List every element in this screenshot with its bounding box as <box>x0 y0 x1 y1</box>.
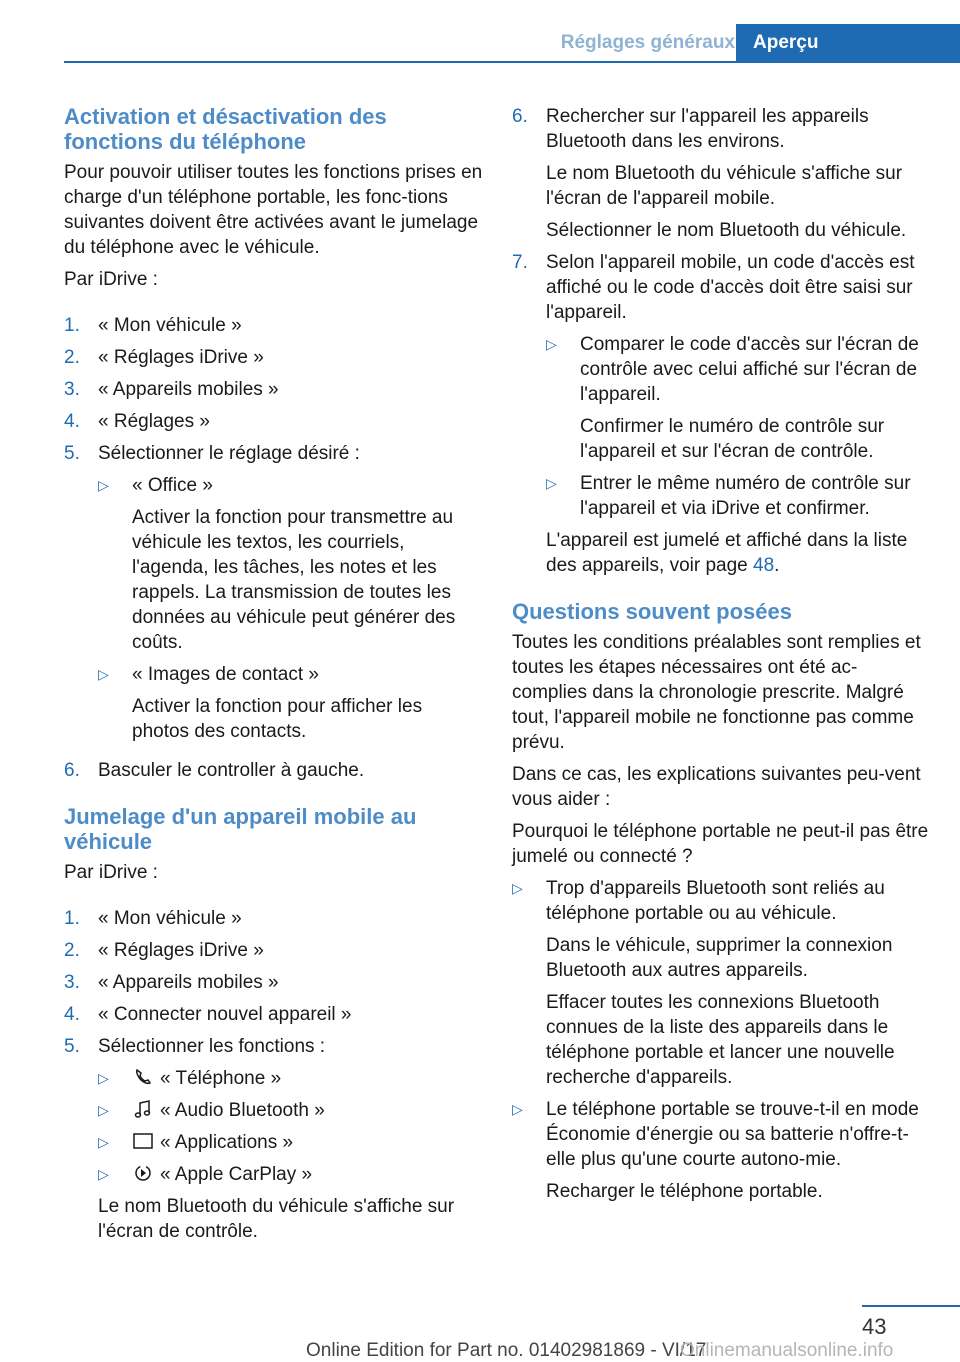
faq-answer: Effacer toutes les connexions Bluetooth connues de la liste des appareils dans le téléphone portable et lancer une nouvelle recherche d'appareils. <box>546 992 895 1088</box>
sub-item-title: Comparer le code d'accès sur l'écran de contrôle avec celui affiché sur l'écran de l'appareil. <box>580 334 919 405</box>
phone-icon <box>132 1067 154 1087</box>
paragraph: Le nom Bluetooth du véhicule s'affiche sur l'écran de contrôle. <box>98 1196 455 1242</box>
carplay-icon <box>132 1163 154 1183</box>
list-text: Sélectionner le nom Bluetooth du véhicule. <box>546 220 907 241</box>
sub-item <box>546 471 932 521</box>
page-header <box>0 0 960 62</box>
sub-item <box>98 1130 484 1155</box>
list-number: 5. <box>64 443 80 464</box>
sub-item-title: « Office » <box>132 475 213 496</box>
list-item <box>64 906 484 931</box>
list-item <box>64 345 484 370</box>
list-text: Sélectionner le réglage désiré : <box>98 443 360 464</box>
list-number: 2. <box>64 940 80 961</box>
faq-item <box>512 876 932 1090</box>
list-number: 1. <box>64 908 80 929</box>
list-item <box>64 970 484 995</box>
list-number: 4. <box>64 1004 80 1025</box>
list-text: « Mon véhicule » <box>98 315 242 336</box>
paragraph: Pourquoi le téléphone portable ne peut-il pas être jumelé ou connecté ? <box>512 821 929 867</box>
list-number: 3. <box>64 379 80 400</box>
applications-icon <box>132 1131 154 1151</box>
left-column <box>64 104 484 1251</box>
heading-activation: Activation et désactivation des fonctions du téléphone <box>64 104 387 154</box>
sub-item-title: Entrer le même numéro de contrôle sur l'appareil et via iDrive et confirmer. <box>580 473 911 519</box>
function-label: « Téléphone » <box>160 1068 282 1089</box>
list-text: « Mon véhicule » <box>98 908 242 929</box>
edition-note: Online Edition for Part no. 01402981869 - VI/17 <box>306 1340 707 1361</box>
list-number: 4. <box>64 411 80 432</box>
sub-item <box>546 332 932 464</box>
paragraph: Dans ce cas, les explications suivantes peu‐vent vous aider : <box>512 764 921 810</box>
heading-faq: Questions souvent posées <box>512 599 792 624</box>
list-text: Rechercher sur l'appareil les appareils Bluetooth dans les environs. <box>546 106 869 152</box>
list-item <box>64 377 484 402</box>
list-number: 1. <box>64 315 80 336</box>
list-item <box>64 409 484 434</box>
list-number: 2. <box>64 347 80 368</box>
triangle-bullet-icon: ▷ <box>546 336 557 352</box>
list-number: 6. <box>64 760 80 781</box>
faq-answer: Dans le véhicule, supprimer la connexion Bluetooth aux autres appareils. <box>546 935 893 981</box>
list-item <box>512 104 932 243</box>
list-text: Sélectionner les fonctions : <box>98 1036 326 1057</box>
sub-item-desc: Activer la fonction pour afficher les photos des contacts. <box>132 696 423 742</box>
list-item <box>64 1002 484 1027</box>
faq-item <box>512 1097 932 1204</box>
triangle-bullet-icon: ▷ <box>512 880 523 896</box>
list-item <box>64 313 484 338</box>
function-label: « Applications » <box>160 1132 294 1153</box>
section-title: Réglages généraux <box>560 32 735 53</box>
sub-item-title: « Images de contact » <box>132 664 319 685</box>
faq-question: Trop d'appareils Bluetooth sont reliés au téléphone portable ou au véhicule. <box>546 878 885 924</box>
triangle-bullet-icon: ▷ <box>546 475 557 491</box>
list-item <box>64 441 484 751</box>
paragraph: Par iDrive : <box>64 269 158 290</box>
list-text: Selon l'appareil mobile, un code d'accès est affiché ou le code d'accès doit être saisi sur l'appareil. <box>546 252 915 323</box>
triangle-bullet-icon: ▷ <box>512 1101 523 1117</box>
watermark: Onlinemanualsonline.info <box>680 1340 894 1361</box>
footer-rule <box>862 1305 960 1307</box>
sub-item <box>98 662 484 744</box>
sub-item-desc: Confirmer le numéro de contrôle sur l'appareil et sur l'écran de contrôle. <box>580 416 885 462</box>
paragraph: Pour pouvoir utiliser toutes les fonctions prises en charge d'un téléphone portable, les fonc‐tions suivantes doivent être activées avant le jumelage du téléphone avec le véhicule. <box>64 162 483 258</box>
music-note-icon <box>132 1099 154 1119</box>
result-text-end: . <box>774 555 780 576</box>
sub-item <box>98 1098 484 1123</box>
list-text: « Appareils mobiles » <box>98 379 279 400</box>
list-text: « Connecter nouvel appareil » <box>98 1004 352 1025</box>
sub-item <box>98 1162 484 1187</box>
list-item <box>512 250 932 578</box>
page-link[interactable]: 48 <box>753 555 775 576</box>
list-number: 5. <box>64 1036 80 1057</box>
list-item <box>64 758 484 783</box>
list-number: 3. <box>64 972 80 993</box>
list-text: « Réglages iDrive » <box>98 347 264 368</box>
paragraph: Toutes les conditions préalables sont remplies et toutes les étapes nécessaires ont été ac‐complies dans la chronologie prescrite. Malgré tout, l'appareil mobile ne fonctionne pas comme prévu. <box>512 632 921 753</box>
faq-question: Le téléphone portable se trouve-t-il en mode Économie d'énergie ou sa batterie n'offre-t-elle plus qu'une courte autono‐mie. <box>546 1099 919 1170</box>
triangle-bullet-icon: ▷ <box>98 1166 109 1182</box>
list-text: Le nom Bluetooth du véhicule s'affiche sur l'écran de l'appareil mobile. <box>546 163 903 209</box>
list-item <box>64 1034 484 1244</box>
chapter-tab[interactable]: Aperçu <box>736 24 960 62</box>
header-rule <box>64 61 960 63</box>
faq-answer: Recharger le téléphone portable. <box>546 1181 823 1202</box>
triangle-bullet-icon: ▷ <box>98 1070 109 1086</box>
list-item <box>64 938 484 963</box>
list-text: « Réglages » <box>98 411 210 432</box>
triangle-bullet-icon: ▷ <box>98 1134 109 1150</box>
result-text: L'appareil est jumelé et affiché dans la liste des appareils, voir page <box>546 530 908 576</box>
triangle-bullet-icon: ▷ <box>98 477 109 493</box>
list-number: 6. <box>512 106 528 127</box>
paragraph: Par iDrive : <box>64 862 158 883</box>
function-label: « Audio Bluetooth » <box>160 1100 325 1121</box>
list-number: 7. <box>512 252 528 273</box>
function-label: « Apple CarPlay » <box>160 1164 313 1185</box>
page-number: 43 <box>862 1314 887 1339</box>
heading-pairing: Jumelage d'un appareil mobile au véhicule <box>64 804 417 854</box>
sub-item-desc: Activer la fonction pour transmettre au véhicule les textos, les courriels, l'agenda, les tâches, les notes et les rappels. La transmission de toutes les données au véhicule peut générer des coûts. <box>132 507 456 653</box>
list-text: Basculer le controller à gauche. <box>98 760 365 781</box>
list-text: « Réglages iDrive » <box>98 940 264 961</box>
triangle-bullet-icon: ▷ <box>98 666 109 682</box>
sub-item <box>98 1066 484 1091</box>
right-column <box>512 104 932 1211</box>
triangle-bullet-icon: ▷ <box>98 1102 109 1118</box>
list-text: « Appareils mobiles » <box>98 972 279 993</box>
sub-item <box>98 473 484 655</box>
